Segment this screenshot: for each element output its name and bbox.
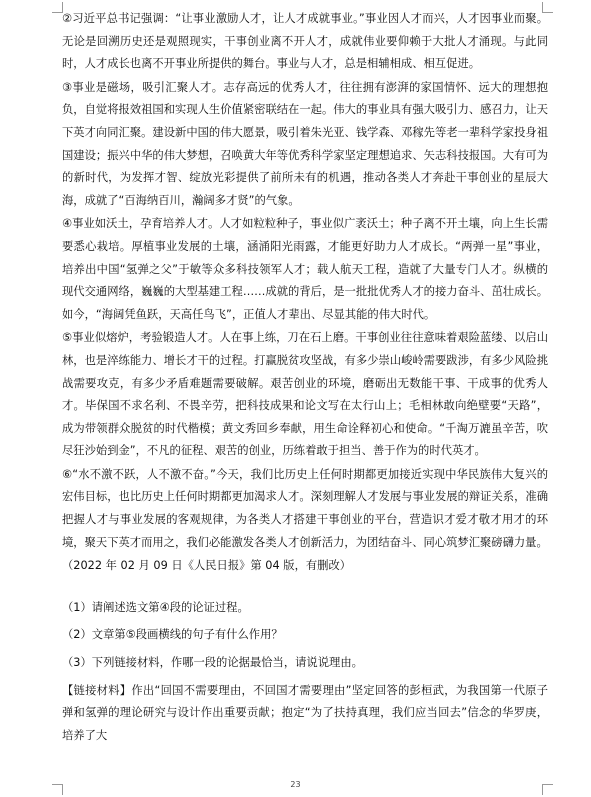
- source-citation: （2022 年 02 月 09 日《人民日报》第 04 版，有删改）: [62, 559, 352, 573]
- question-3: （3）下列链接材料，作哪一段的论据最恰当，请说说理由。: [62, 656, 363, 670]
- paragraph-6: ⑥“水不激不跃，人不激不奋。”今天，我们比历史上任何时期都更加接近实现中华民族伟大复兴的宏伟目标，也比历史上任何时期都更加渴求人才。深刻理解人才发展与事业发展的辩证关系，准确把握人才与事业发展的客观规律，为各类人才搭建干事创业的平台，营造识才爱才敬才用才的环境，聚天下英才而用之，我们必能激发各类人才创新活力，为团结奋斗、同心筑梦汇聚磅礴力量。: [62, 467, 548, 549]
- paragraph-2: ②习近平总书记强调：“让事业激励人才，让人才成就事业。”事业因人才而兴，人才因事业而聚。无论是回溯历史还是观照现实，干事创业离不开人才，成就伟业要仰赖于大批人才涌现。与此同时，人才成长也离不开事业所提供的舞台。事业与人才，总是相辅相成、相互促进。: [62, 12, 548, 71]
- link-material: 【链接材料】作出“回国不需要理由，不回国才需要理由”坚定回答的彭桓武，为我国第一代原子弹和氢弹的理论研究与设计作出重要贡献；抱定“为了扶持真理，我们应当回去”信念的华罗庚，培养了大: [62, 683, 548, 742]
- article-body: [62, 8, 548, 748]
- blank-line: [62, 579, 548, 597]
- paragraph-3: ③事业是磁场，吸引汇聚人才。志存高远的优秀人才，往往拥有澎湃的家国情怀、远大的理想抱负，自觉将报效祖国和实现人生价值紧密联结在一起。伟大的事业具有强大吸引力、感召力，让天下英才向同汇聚。建设新中国的伟大愿景，吸引着朱光亚、钱学森、邓稼先等老一辈科学家投身祖国建设；振兴中华的伟大梦想，召唤黄大年等优秀科学家坚定理想追求、矢志科技报国。大有可为的新时代，为发挥才智、绽放光彩提供了前所未有的机遇，推动各类人才奔赴干事创业的星辰大海，成就了“百海纳百川，瀚阔多才贤”的气象。: [62, 80, 548, 207]
- question-1: （1）请阐述选文第④段的论证过程。: [62, 600, 249, 614]
- question-2: （2）文章第⑤段画横线的句子有什么作用？: [62, 628, 283, 642]
- page-number: 23: [290, 780, 301, 789]
- paragraph-5: ⑤事业似熔炉，考验锻造人才。人在事上练，刀在石上磨。干事创业往往意味着艰险蓝缕、以启山林，也是淬练能力、增长才干的过程。打赢脱贫攻坚战，有多少崇山峻岭需要跋涉，有多少风险挑战需要攻克，有多少矛盾难题需要破解。艰苦创业的环境，磨砺出无数能干事、干成事的优秀人才。毕保国不求名利、不畏辛劳，把科技成果和论文写在太行山上；毛相林敢向绝壁要“天路”，成为带领群众脱贫的时代楷模；黄文秀回乡奉献，用生命诠释初心和使命。“千淘万漉虽辛苦，吹尽狂沙始到金”，不凡的征程、艰苦的创业，历练着敢于担当、善于作为的时代英才。: [62, 331, 548, 458]
- paragraph-4: ④事业如沃土，孕育培养人才。人才如粒粒种子，事业似广袤沃土；种子离不开土壤，向上生长需要悉心栽培。厚植事业发展的土壤，涵涌阳光雨露，才能更好助力人才成长。“两弹一星”事业，培养出中国“氢弹之父”于敏等众多科技领军人才；载人航天工程，造就了大量专门人才。纵横的现代交通网络，巍巍的大型基建工程……成就的背后，是一批批优秀人才的接力奋斗、茁壮成长。如今，“海阔凭鱼跃，天高任鸟飞”，正值人才辈出、尽显其能的伟大时代。: [62, 217, 548, 321]
